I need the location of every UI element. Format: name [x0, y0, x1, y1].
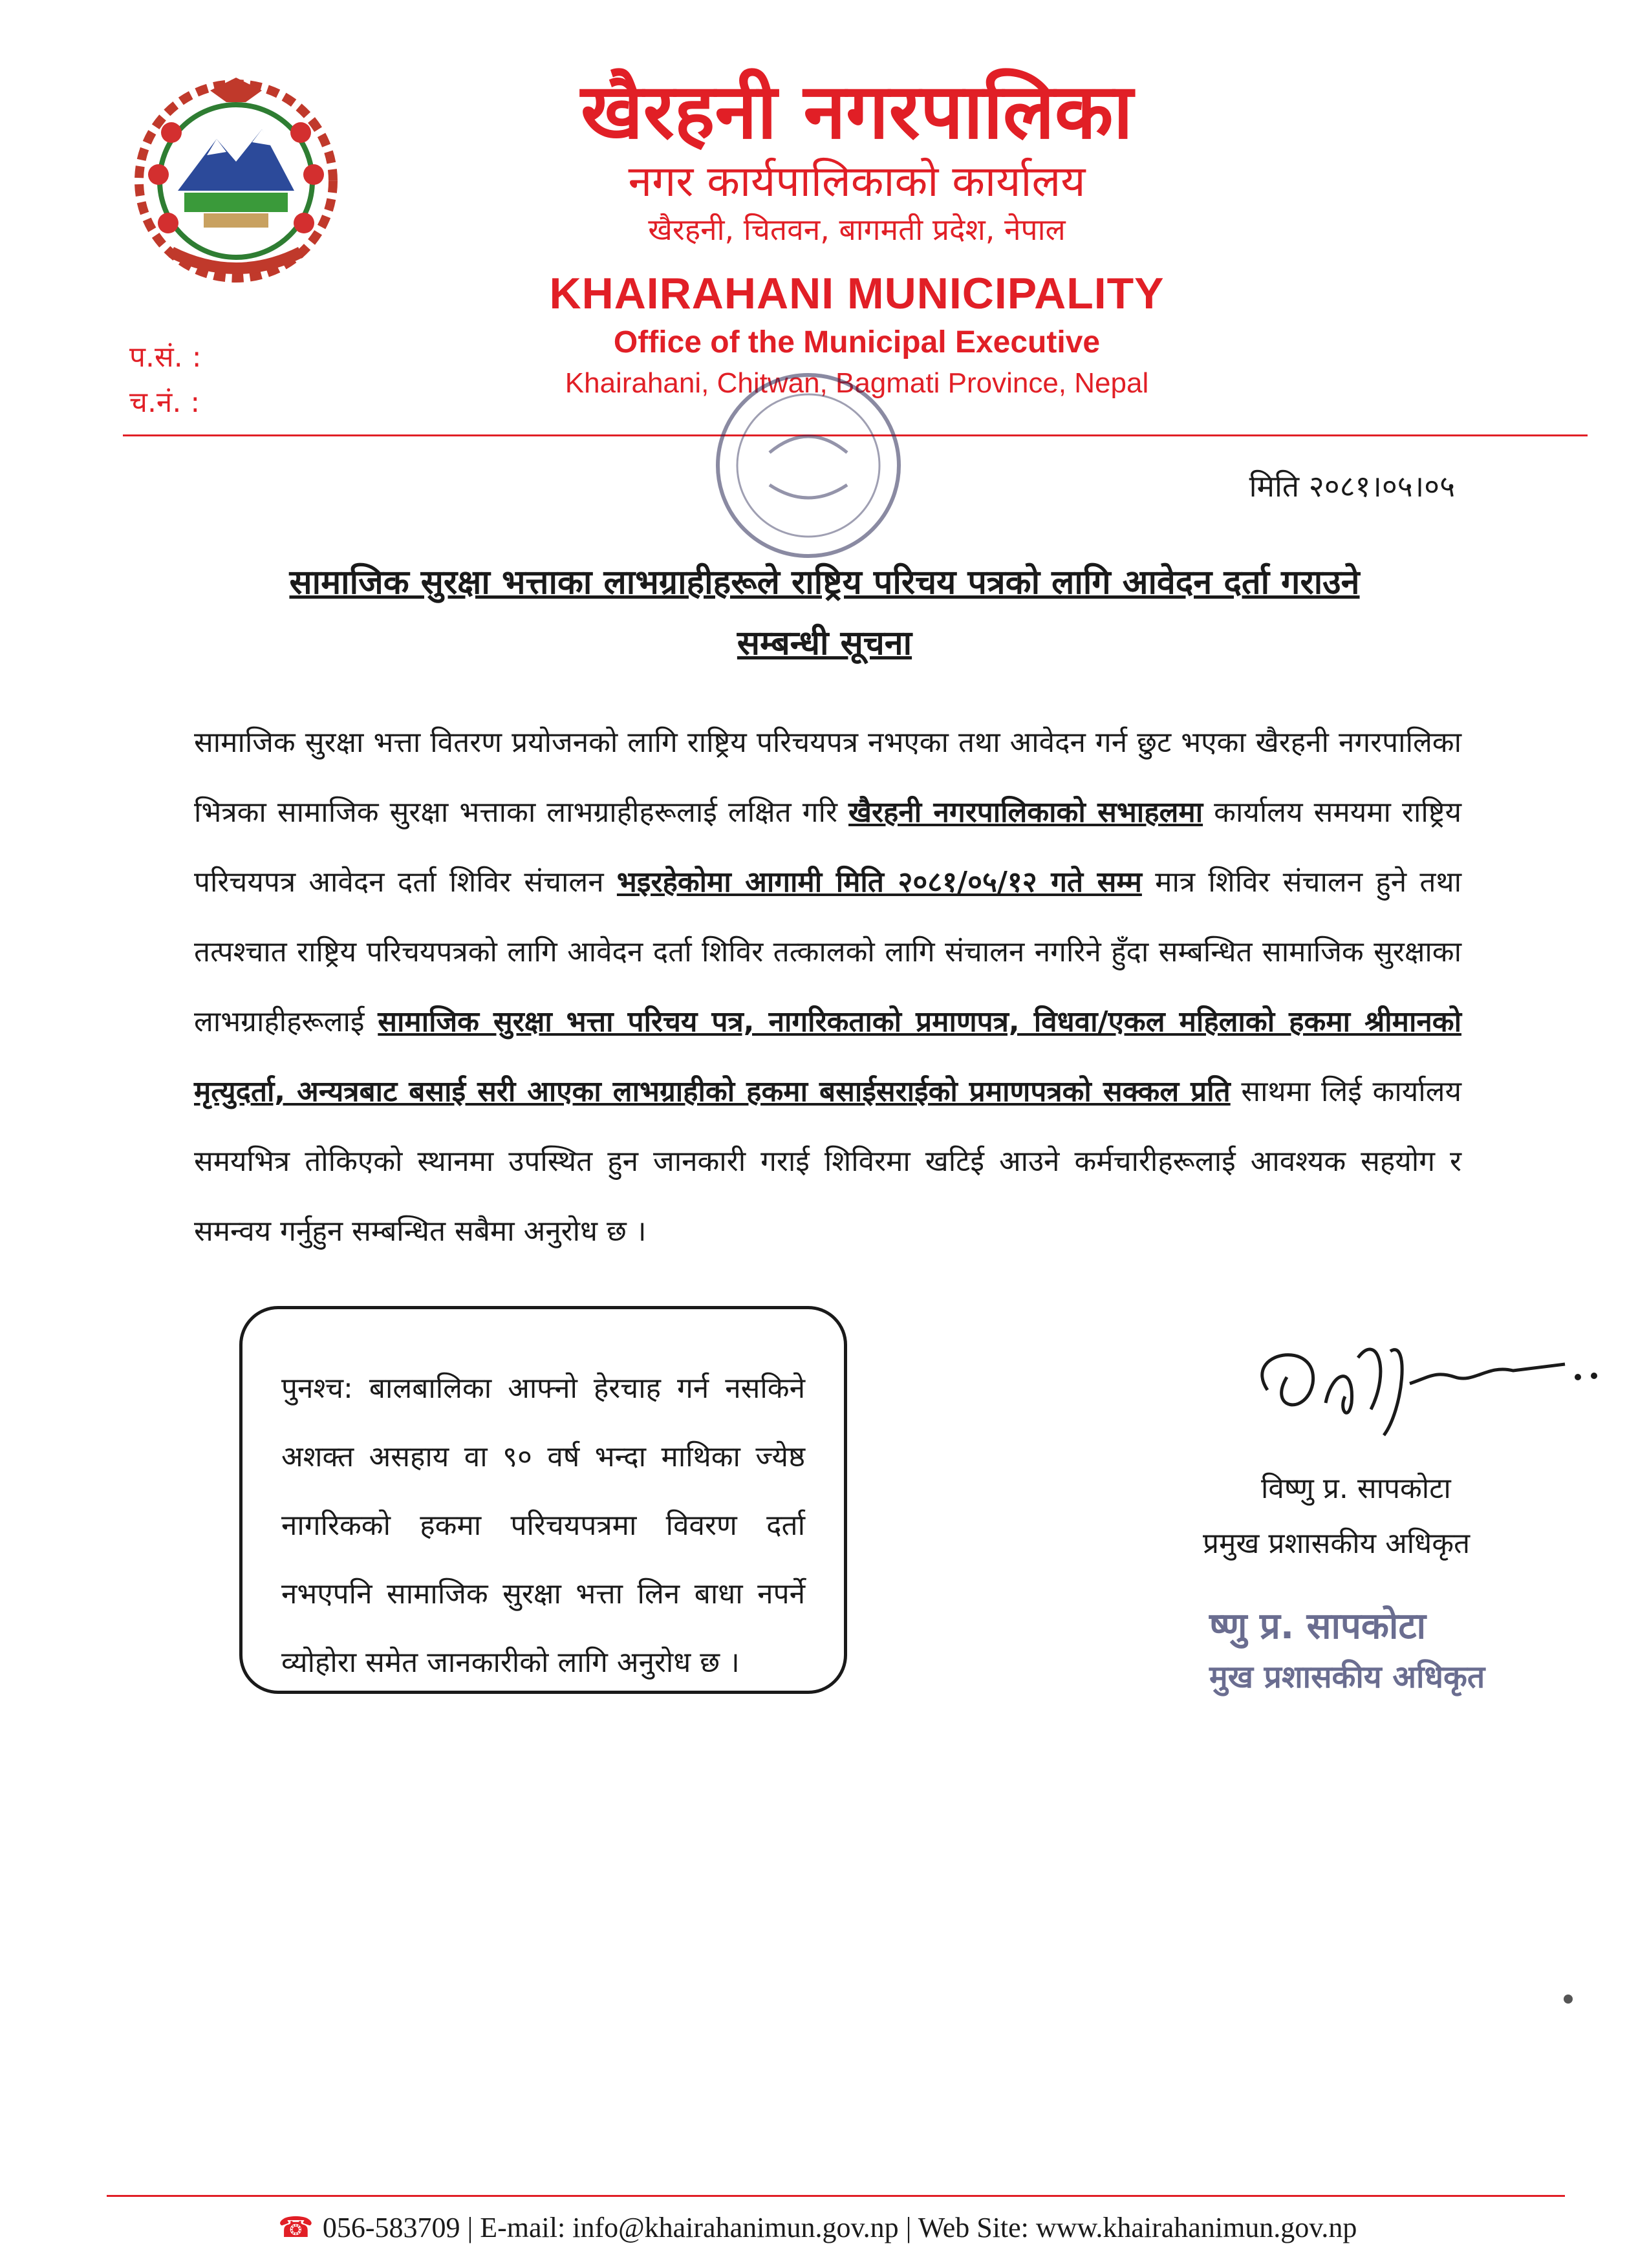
- body-text-3: मात्र शिविर संचालन हुने तथा तत्पश्चात राष्ट्रिय परिचयपत्रको लागि आवेदन दर्ता शिविर तत्कालको लागि संचालन नगरिने हुँदा सम्बन्धित सामाजिक सुरक्षाका लाभग्राहीहरूलाई: [194, 866, 1461, 1038]
- handwritten-signature: [1242, 1312, 1604, 1455]
- postscript-text: पुनश्च: बालबालिका आफ्नो हेरचाह गर्न नसकिने अशक्त असहाय वा ९० वर्ष भन्दा माथिका ज्येष्ठ नागरिकको हकमा परिचयपत्रमा विवरण दर्ता नभएपनि सामाजिक सुरक्षा भत्ता लिन बाधा नपर्ने व्योहोरा समेत जानकारीको लागि अनुरोध छ ।: [281, 1372, 805, 1679]
- office-name-english: Office of the Municipal Executive: [613, 325, 1101, 359]
- body-text-1: सामाजिक सुरक्षा भत्ता वितरण प्रयोजनको लागि राष्ट्रिय परिचयपत्र नभएका तथा आवेदन गर्न छुट भएका खैरहनी नगरपालिका भित्रका सामाजिक सुरक्षा भत्ताका लाभग्राहीहरूलाई लक्षित गरि: [194, 726, 1461, 829]
- notice-title: [116, 553, 1533, 674]
- dispatch-number-label: च.नं. :: [129, 386, 200, 419]
- footer-contact: [278, 2211, 1442, 2244]
- body-text-2: कार्यालय समयमा राष्ट्रिय परिचयपत्र आवेदन दर्ता शिविर संचालन: [194, 796, 1461, 899]
- municipality-title-nepali: खैरहनी नगरपालिका: [580, 67, 1134, 156]
- footer-divider: [107, 2195, 1565, 2197]
- body-highlight-deadline: भइरहेकोमा आगामी मिति २०८१/०५/१२ गते सम्म: [616, 866, 1142, 899]
- signatory-name: विष्णु प्र. सापकोटा: [1261, 1472, 1451, 1505]
- name-seal-line-2: मुख प्रशासकीय अधिकृत: [1209, 1659, 1485, 1695]
- address-english: Khairahani, Chitwan, Bagmati Province, Nepal: [565, 367, 1149, 399]
- body-highlight-documents: सामाजिक सुरक्षा भत्ता परिचय पत्र, नागरिकताको प्रमाणपत्र, विधवा/एकल महिलाको हकमा श्रीमानको मृत्युदर्ता, अन्यत्रबाट बसाई सरी आएका लाभग्राहीको हकमा बसाईसराईको प्रमाणपत्रको सक्कल प्रति: [194, 1005, 1461, 1108]
- signatory-title: प्रमुख प्रशासकीय अधिकृत: [1203, 1527, 1471, 1560]
- notice-title-line-1: सामाजिक सुरक्षा भत्ताका लाभग्राहीहरूले राष्ट्रिय परिचय पत्रको लागि आवेदन दर्ता गराउने: [289, 563, 1360, 602]
- municipality-title-english: KHAIRAHANI MUNICIPALITY: [549, 269, 1165, 318]
- phone-icon: ☎: [278, 2212, 314, 2243]
- letter-number-label: प.सं. :: [129, 341, 202, 374]
- footer-contact-text: 056-583709 | E-mail: info@khairahanimun.gov.np | Web Site: www.khairahanimun.gov.np: [322, 2212, 1357, 2243]
- body-highlight-venue: खैरहनी नगरपालिकाको सभाहलमा: [848, 796, 1203, 829]
- notice-title-line-2: सम्बन्धी सूचना: [737, 623, 912, 663]
- nepal-emblem-logo: [133, 78, 339, 291]
- office-name-nepali: नगर कार्यपालिकाको कार्यालय: [628, 156, 1086, 206]
- notice-body: [194, 708, 1461, 1267]
- address-nepali: खैरहनी, चितवन, बागमती प्रदेश, नेपाल: [648, 212, 1066, 247]
- postscript-box: [239, 1306, 847, 1694]
- letter-date: मिति २०८१।०५।०५: [1249, 469, 1455, 504]
- official-stamp: [698, 362, 918, 569]
- scan-speck: [1564, 1995, 1573, 2004]
- name-seal-line-1: ष्णु प्र. सापकोटा: [1209, 1605, 1427, 1647]
- body-text-4: साथमा लिई कार्यालय समयभित्र तोकिएको स्थानमा उपस्थित हुन जानकारी गराई शिविरमा खटिई आउने कर्मचारीहरूलाई आवश्यक सहयोग र समन्वय गर्नुहुन सम्बन्धित सबैमा अनुरोध छ ।: [194, 1075, 1461, 1248]
